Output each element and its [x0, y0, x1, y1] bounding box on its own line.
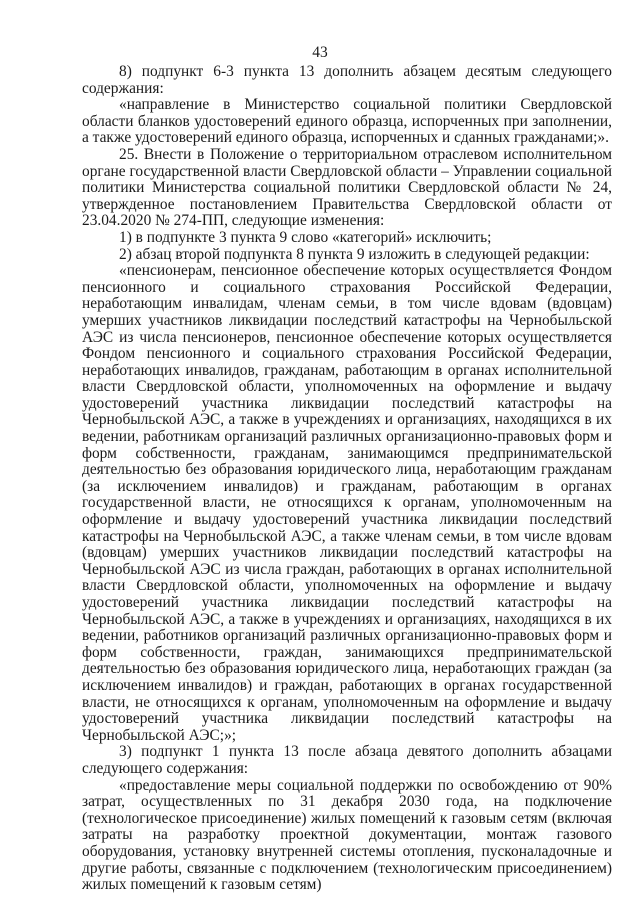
- document-body: [82, 64, 612, 894]
- paragraph-subitem-2: 2) абзац второй подпункта 8 пункта 9 изложить в следующей редакции:: [119, 245, 590, 263]
- paragraph-subitem-1: 1) в подпункте 3 пункта 9 слово «категорий» исключить;: [119, 228, 492, 246]
- paragraph-quote-pensioners: «пенсионерам, пенсионное обеспечение которых осуществляется Фондом пенсионного и социального страхования Российской Федерации, неработающим инвалидам, членам семьи, в том числе вдовам (вдовцам) умерших участников ликвидации последствий катастрофы на Чернобыльской АЭС из числа пенсионеров, пенсионное обеспечение которых осуществляется Фондом пенсионного и социального страхования Российской Федерации, неработающих инвалидов, гражданам, работающим в органах исполнительной власти Свердловской области, уполномоченных на оформление и выдачу удостоверений участника ликвидации последствий катастрофы на Чернобыльской АЭС, а также в учреждениях и организациях, находящихся в их ведении, работникам организаций различных организационно-правовых форм и форм собственности, гражданам, занимающимся предпринимательской деятельностью без образования юридического лица, неработающим гражданам (за исключением инвалидов) и гражданам, работающим в органах государственной власти, не относящихся к органам, уполномоченным на оформление и выдачу удостоверений участника ликвидации последствий катастрофы на Чернобыльской АЭС, а также членам семьи, в том числе вдовам (вдовцам) умерших участников ликвидации последствий катастрофы на Чернобыльской АЭС из числа граждан, работающих в органах исполнительной власти Свердловской области, уполномоченных на оформление и выдачу удостоверений участника ликвидации последствий катастрофы на Чернобыльской АЭС, а также в учреждениях и организациях, находящихся в их ведении, работников организаций различных организационно-правовых форм и форм собственности, граждан, занимающихся предпринимательской деятельностью без образования юридического лица, неработающих граждан (за исключением инвалидов) и граждан, работающих в органах государственной власти, не относящихся к органам, уполномоченным на оформление и выдачу удостоверений участника ликвидации последствий катастрофы на Чернобыльской АЭС;»;: [82, 262, 612, 744]
- paragraph-quote-blanks: «направление в Министерство социальной политики Свердловской области бланков удостоверений единого образца, испорченных при заполнении, а также удостоверений единого образца, испорченных и сданных гражданами;».: [82, 96, 612, 147]
- page-number: 43: [312, 44, 328, 61]
- paragraph-quote-gas: «предоставление меры социальной поддержки по освобождению от 90% затрат, осуществленных по 31 декабря 2030 года, на подключение (технологическое присоединение) жилых помещений к газовым сетям (включая затраты на разработку проектной документации, монтаж газового оборудования, установку внутренней системы отопления, пусконаладочные и другие работы, связанные с подключением (технологическим присоединением) жилых помещений к газовым сетям): [82, 776, 612, 894]
- paragraph-item-8: 8) подпункт 6-3 пункта 13 дополнить абзацем десятым следующего содержания:: [82, 63, 612, 97]
- paragraph-item-25: 25. Внести в Положение о территориальном отраслевом исполнительном органе государственной власти Свердловской области – Управлении социальной политики Министерства социальной политики Свердловской области № 24, утвержденное постановлением Правительства Свердловской области от 23.04.2020 № 274-ПП, следующие изменения:: [82, 145, 612, 230]
- paragraph-subitem-3: 3) подпункт 1 пункта 13 после абзаца девятого дополнить абзацами следующего содержания:: [82, 743, 612, 777]
